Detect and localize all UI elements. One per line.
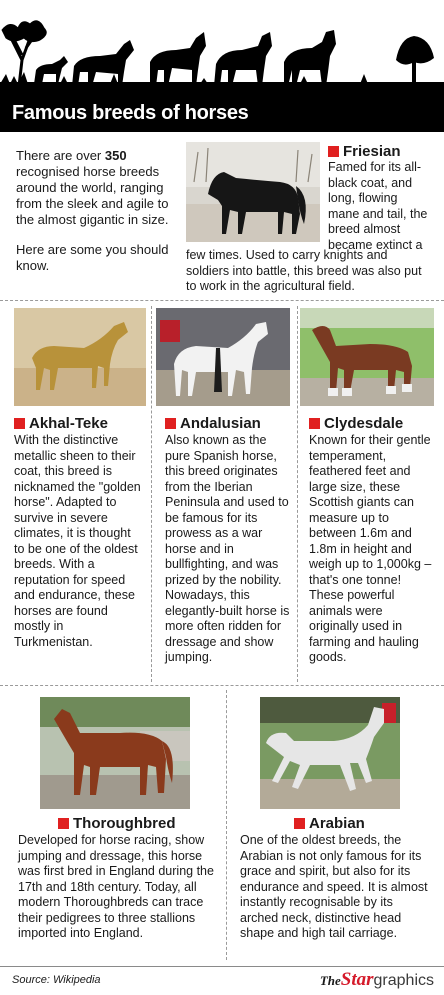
intro-paragraph [16, 148, 174, 228]
breed-description-friesian-bottom: few times. Used to carry knights and soldiers into battle, this breed was also put to work in the agricultural field. [186, 248, 422, 293]
brand-graphics: graphics [373, 972, 434, 989]
divider [0, 300, 444, 301]
clydesdale-photo [300, 308, 434, 406]
brand-the: The [319, 973, 341, 988]
footer-divider [0, 966, 444, 967]
intro-text-after: recognised horse breeds around the world, ranging from the sleek and agile to the almost gigantic in size. [16, 164, 169, 227]
breed-name: Clydesdale [324, 415, 404, 432]
title-bar [0, 96, 444, 132]
divider [226, 690, 227, 960]
breed-name: Andalusian [180, 415, 261, 432]
source-credit: Source: Wikipedia [12, 974, 101, 986]
header-silhouette-illustration [0, 0, 444, 100]
intro-text [16, 148, 174, 288]
breed-name: Friesian [343, 143, 401, 160]
brand-star: Star [340, 969, 374, 990]
red-square-icon [165, 418, 176, 429]
red-square-icon [294, 818, 305, 829]
horse-silhouettes-graphic [0, 0, 444, 100]
intro-text-before: There are over [16, 148, 105, 163]
red-square-icon [328, 146, 339, 157]
breed-name: Akhal-Teke [29, 415, 108, 432]
akhal-teke-photo [14, 308, 146, 406]
andalusian-photo [156, 308, 290, 406]
brand-logo [320, 969, 434, 991]
friesian-photo [186, 142, 320, 242]
breed-description-clydesdale: Known for their gentle temperament, feathered feet and large size, these Scottish giants can measure up to between 1.6m and 1.8m in height and weigh up to 1,000kg – that's one tonne! These powerful animals were originally used in farming and hauling goods. [309, 433, 432, 664]
page-title: Famous breeds of horses [12, 102, 249, 124]
intro-paragraph-2: Here are some you should know. [16, 242, 169, 273]
breed-description-thoroughbred: Developed for horse racing, show jumping and dressage, this horse was first bred in England during the 17th and 18th century. Today, all modern Thoroughbreds can trace their pedigrees to three stallions imported into England. [18, 833, 214, 940]
breed-heading-clydesdale [309, 415, 403, 432]
breed-description-andalusian: Also known as the pure Spanish horse, this breed originates from the Iberian Peninsula and used to be famous for its prowess as a war horse and in bullfighting, and was prized by the nobility. Nowadays, this elegantly-built horse is more often ridden for dressage and show jumping. [165, 433, 290, 664]
breed-heading-akhal-teke [14, 415, 108, 432]
breed-name: Thoroughbred [73, 815, 176, 832]
breed-heading-friesian [328, 143, 401, 160]
breed-heading-andalusian [165, 415, 261, 432]
divider [151, 306, 152, 682]
red-square-icon [309, 418, 320, 429]
breed-heading-thoroughbred [58, 815, 175, 832]
arabian-photo [260, 697, 400, 809]
breed-description-arabian: One of the oldest breeds, the Arabian is not only famous for its grace and spirit, but also for its endurance and speed. It is almost instantly recognisable by its arched neck, distinctive head shape and high tail carriage. [240, 833, 428, 940]
thoroughbred-photo [40, 697, 190, 809]
breed-description-friesian-top: Famed for its all-black coat, and long, flowing mane and tail, the breed almost became extinct a [328, 160, 428, 252]
breed-name: Arabian [309, 815, 365, 832]
breed-heading-arabian [294, 815, 365, 832]
intro-breed-count: 350 [104, 148, 127, 163]
divider [297, 306, 298, 682]
red-square-icon [58, 818, 69, 829]
breed-description-akhal-teke: With the distinctive metallic sheen to their coat, this breed is nicknamed the "golden horse". Adapted to survive in severe climates, it is thought to be one of the oldest breeds. With a reputation for speed and endurance, these horses are found mostly in Turkmenistan. [14, 433, 141, 649]
red-square-icon [14, 418, 25, 429]
divider [0, 685, 444, 686]
